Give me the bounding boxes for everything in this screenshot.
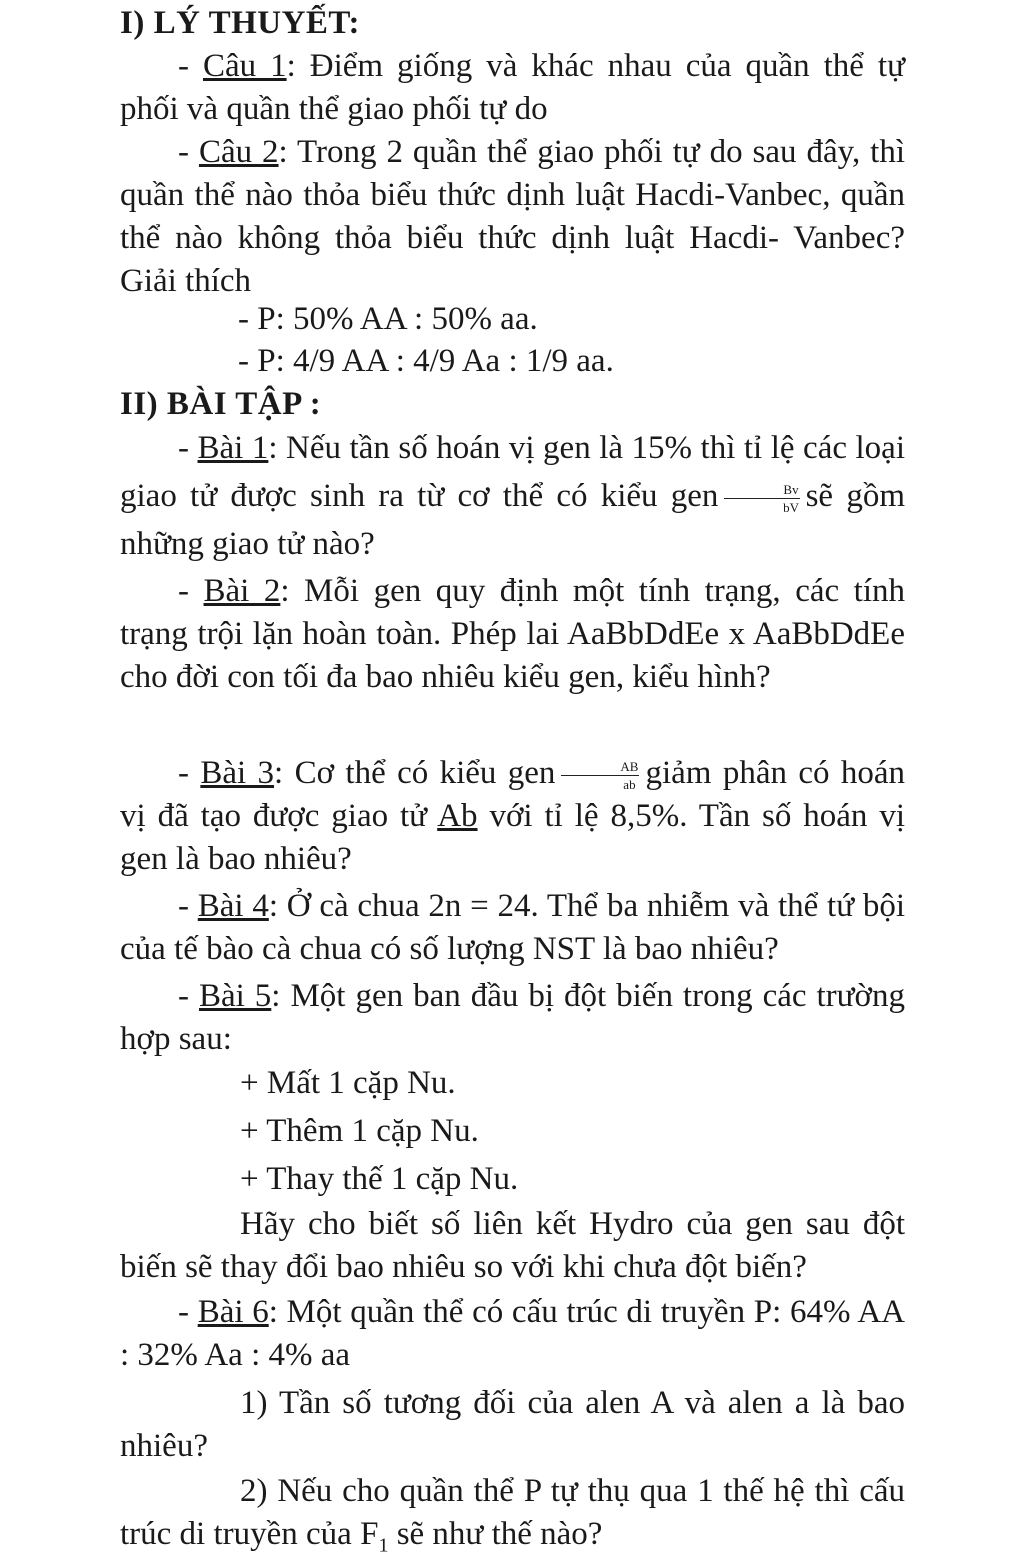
question-1-label: Câu 1 <box>202 48 287 84</box>
question-1: - Câu 1: Điểm giống và khác nhau của quần thể tự phối và quần thể giao phối tự do <box>120 48 905 127</box>
genotype-fraction-bv: $\frac{Bv}{bV}$ <box>724 483 799 514</box>
section-heading-exercises: II) BÀI TẬP : <box>120 386 322 422</box>
exercise-3-label: Bài 3 <box>200 755 275 791</box>
genotype-fraction-ab: $\frac{AB}{ab}$ <box>561 760 639 791</box>
section-heading-theory: I) LÝ THUYẾT: <box>120 5 360 41</box>
mutation-case-2: + Thêm 1 cặp Nu. <box>240 1113 479 1149</box>
exercise-6-label: Bài 6 <box>197 1294 269 1330</box>
exercise-5-question: Hãy cho biết số liên kết Hydro của gen sau đột biến sẽ thay đổi bao nhiêu so với khi chưa đột biến? <box>120 1206 905 1285</box>
exercise-1-label: Bài 1 <box>197 430 269 466</box>
population-2: - P: 4/9 AA : 4/9 Aa : 1/9 aa. <box>238 343 614 379</box>
exercise-6-question-2: 2) Nếu cho quần thể P tự thụ qua 1 thế hệ thì cấu trúc di truyền của $F_1$ sẽ như thế nào? <box>120 1473 905 1557</box>
question-2-label: Câu 2 <box>198 134 279 170</box>
exercise-5: - Bài 5: Một gen ban đầu bị đột biến trong các trường hợp sau: <box>120 978 905 1057</box>
exercise-6-question-1: 1) Tần số tương đối của alen A và alen a là bao nhiêu? <box>120 1385 905 1464</box>
gamete-ab: Ab <box>437 798 478 834</box>
exercise-2: - Bài 2: Mỗi gen quy định một tính trạng, các tính trạng trội lặn hoàn toàn. Phép lai AaBbDdEe x AaBbDdEe cho đời con tối đa bao nhiêu kiểu gen, kiểu hình? <box>120 573 905 695</box>
question-2: - Câu 2: Trong 2 quần thể giao phối tự do sau đây, thì quần thể nào thỏa biểu thức dịnh luật Hacdi-Vanbec, quần thể nào không thỏa biểu thức dịnh luật Hacdi- Vanbec? Giải thích <box>120 134 905 299</box>
exercise-5-label: Bài 5 <box>198 978 272 1014</box>
exercise-2-label: Bài 2 <box>203 573 281 609</box>
mutation-case-3: + Thay thế 1 cặp Nu. <box>240 1161 519 1197</box>
exercise-3: - Bài 3: Cơ thể có kiểu gen $\frac{AB}{ab}$ giảm phân có hoán vị đã tạo được giao tử Ab với tỉ lệ 8,5%. Tần số hoán vị gen là bao nhiêu? <box>120 755 906 877</box>
exercise-6: - Bài 6: Một quần thể có cấu trúc di truyền P: 64% AA : 32% Aa : 4% aa <box>120 1294 905 1373</box>
mutation-case-1: + Mất 1 cặp Nu. <box>240 1065 456 1101</box>
population-1: - P: 50% AA : 50% aa. <box>238 301 538 337</box>
exercise-1: - Bài 1: Nếu tần số hoán vị gen là 15% thì tỉ lệ các loại giao tử được sinh ra từ cơ thể có kiểu gen $\frac{Bv}{bV}$ sẽ gồm những giao tử nào? <box>120 430 905 562</box>
exercise-4-label: Bài 4 <box>197 888 269 924</box>
exercise-4: - Bài 4: Ở cà chua 2n = 24. Thể ba nhiễm và thể tứ bội của tế bào cà chua có số lượng NST là bao nhiêu? <box>120 888 905 967</box>
